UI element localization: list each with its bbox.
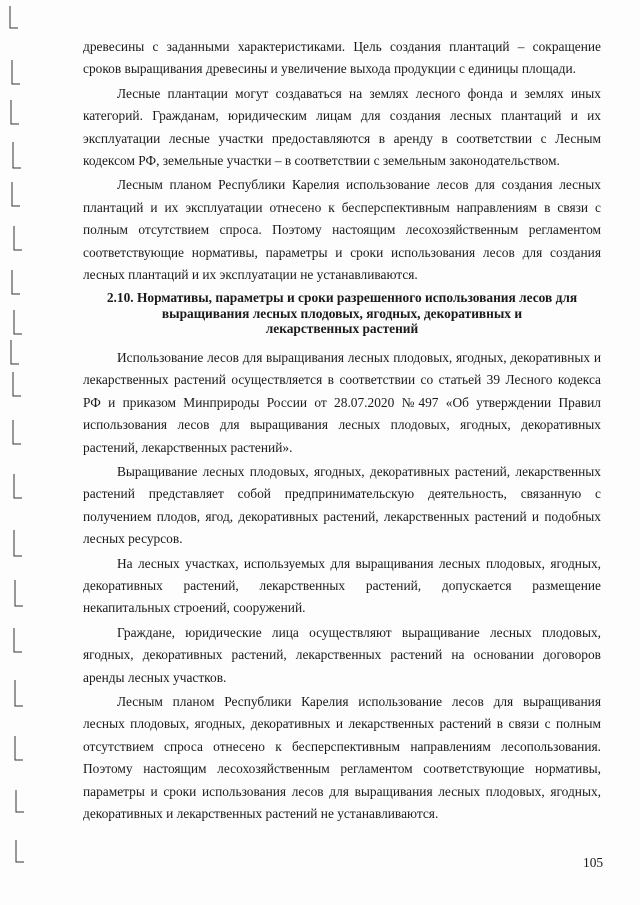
scan-edge-marks (6, 0, 28, 905)
paragraph: Лесным планом Республики Карелия использование лесов для создания лесных плантаций и их эксплуатации отнесено к бесперспективным направлениям в связи с полным отсутствием спроса. Поэтому настоящим лесохозяйственным регламентом соответствующие нормативы, параметры и сроки использования лесов для создания лесных плантаций и их эксплуатации не устанавливаются. (83, 177, 601, 283)
paragraph: Выращивание лесных плодовых, ягодных, декоративных растений, лекарственных растений представляет собой предпринимательскую деятельность, связанную с получением плодов, ягод, декоративных растений, лекарственных растений и подобных лесных ресурсов. (83, 464, 601, 547)
paragraph: Граждане, юридические лица осуществляют выращивание лесных плодовых, ягодных, декоративных растений, лекарственных растений на основании договоров аренды лесных участков. (83, 624, 601, 685)
document-body (83, 36, 601, 826)
section-heading-line: 2.10. Нормативы, параметры и сроки разрешенного использования лесов для (106, 290, 578, 306)
paragraph: Лесным планом Республики Карелия использование лесов для выращивания лесных плодовых, ягодных, декоративных и лекарственных растений в связи с полным отсутствием спроса отнесено к бесперспективным направлениям лесопользования. Поэтому настоящим лесохозяйственным регламентом соответствующие нормативы, параметры и сроки использования лесов для выращивания лесных плодовых, ягодных, декоративных и лекарственных растений не устанавливаются. (83, 694, 601, 822)
section-heading-line: лекарственных растений (265, 321, 419, 337)
paragraph: древесины с заданными характеристиками. Цель создания плантаций – сокращение сроков выращивания древесины и увеличение выхода продукции с единицы площади. (83, 39, 601, 77)
paragraph: Лесные плантации могут создаваться на землях лесного фонда и землях иных категорий. Гражданам, юридическим лицам для создания лесных плантаций и их эксплуатации лесные участки предоставляются в аренду в соответствии с Лесным кодексом РФ, земельные участки – в соответствии с земельным законодательством. (83, 85, 601, 169)
paragraph: Использование лесов для выращивания лесных плодовых, ягодных, декоративных и лекарственных растений осуществляется в соответствии со статьей 39 Лесного кодекса РФ и приказом Минприроды России от 28.07.2020 №497 «Об утверждении Правил использования лесов для выращивания лесных плодовых, ягодных, декоративных растений, лекарственных растений». (83, 349, 601, 455)
page-number: 105 (583, 855, 604, 870)
section-heading (83, 288, 601, 341)
section-heading-line: выращивания лесных плодовых, ягодных, декоративных и (161, 305, 523, 321)
binding-marks-icon (6, 0, 28, 905)
paragraph: На лесных участках, используемых для выращивания лесных плодовых, ягодных, декоративных растений, лекарственных растений, допускается размещение некапитальных строений, сооружений. (83, 555, 601, 616)
